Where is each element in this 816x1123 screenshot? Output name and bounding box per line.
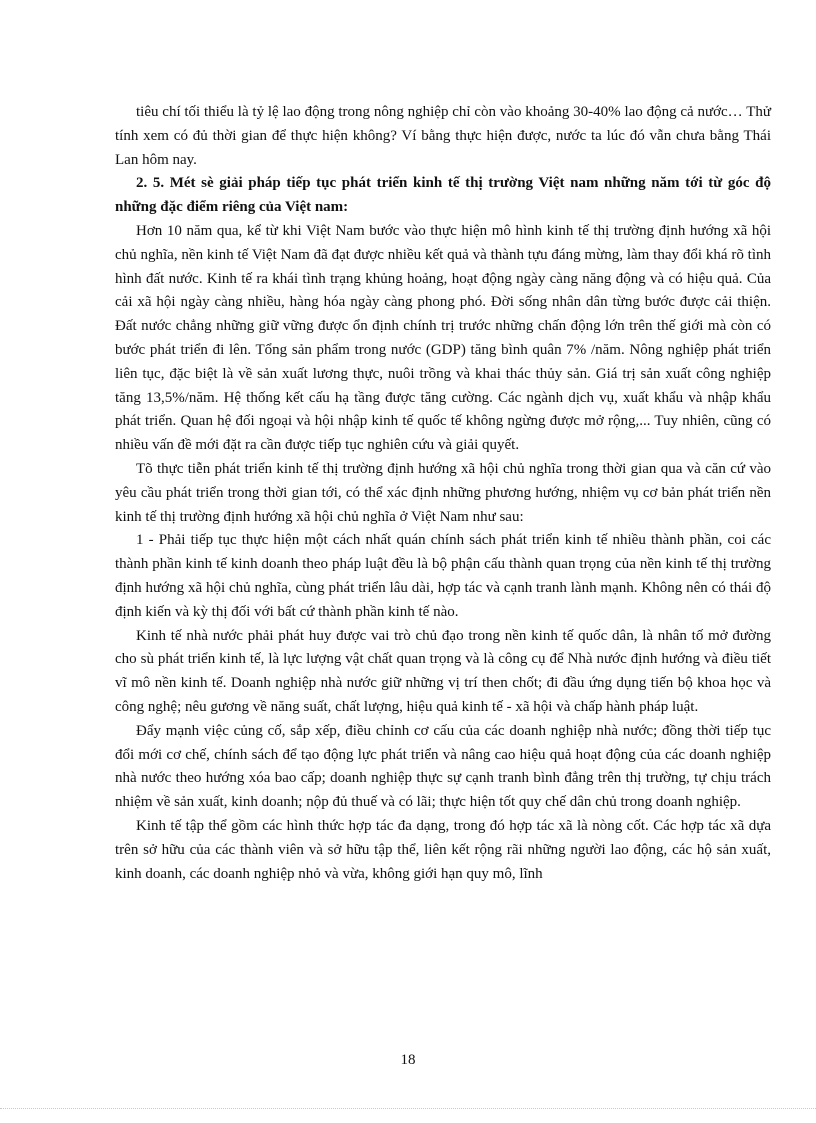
paragraph-achievements: Hơn 10 năm qua, kể từ khi Việt Nam bước vào thực hiện mô hình kinh tế thị trường định hướng xã hội chủ nghĩa, nền kinh tế Việt Nam đã đạt được nhiều kết quả và thành tựu đáng mừng, làm thay đổi khá rõ tình hình đất nước. Kinh tế ra khái tình trạng khủng hoảng, hoạt động ngày càng năng động và có hiệu quả. Của cải xã hội ngày càng nhiều, hàng hóa ngày càng phong phó. Đời sống nhân dân từng bước được cải thiện. Đất nước chẳng những giữ vững được ổn định chính trị trước những chấn động lớn trên thế giới mà còn có bước phát triển đi lên. Tổng sản phẩm trong nước (GDP) tăng bình quân 7% /năm. Nông nghiệp phát triển liên tục, đặc biệt là về sản xuất lương thực, nuôi trồng và khai thác thủy sản. Giá trị sản xuất công nghiệp tăng 13,5%/năm. Hệ thống kết cấu hạ tầng được tăng cường. Các ngành dịch vụ, xuất khẩu và nhập khẩu phát triển. Quan hệ đối ngoại và hội nhập kinh tế quốc tế không ngừng được mở rộng,... Tuy nhiên, cũng có nhiều vấn đề mới đặt ra cần được tiếp tục nghiên cứu và giải quyết. (115, 222, 771, 454)
page-body (115, 101, 771, 886)
page-number: 18 (400, 1052, 416, 1068)
paragraph-item-1: 1 - Phải tiếp tục thực hiện một cách nhất quán chính sách phát triển kinh tế nhiều thành phần, coi các thành phần kinh tế kinh doanh theo pháp luật đều là bộ phận cấu thành quan trọng của nền kinh tế thị trường định hướng xã hội chủ nghĩa, cùng phát triển lâu dài, hợp tác và cạnh tranh lành mạnh. Không nên có thái độ định kiến và kỳ thị đối với bất cứ thành phần kinh tế nào. (115, 532, 771, 620)
paragraph-intro-continuation: tiêu chí tối thiểu là tỷ lệ lao động trong nông nghiệp chỉ còn vào khoảng 30-40% lao động cả nước… Thử tính xem có đủ thời gian để thực hiện không? Ví bằng thực hiện được, nước ta lúc đó vẫn chưa bằng Thái Lan hôm nay. (115, 104, 771, 168)
paragraph-collective-economy: Kinh tế tập thể gồm các hình thức hợp tác đa dạng, trong đó hợp tác xã là nòng cốt. Các hợp tác xã dựa trên sở hữu của các thành viên và sở hữu tập thể, liên kết rộng rãi những người lao động, các hộ sản xuất, kinh doanh, các doanh nghiệp nhỏ và vừa, không giới hạn quy mô, lĩnh (115, 817, 771, 882)
paragraph-directions: Tõ thực tiễn phát triển kinh tế thị trường định hướng xã hội chủ nghĩa trong thời gian qua và căn cứ vào yêu cầu phát triển trong thời gian tới, có thể xác định những phương hướng, nhiệm vụ cơ bản phát triển nền kinh tế thị trường định hướng xã hội chủ nghĩa ở Việt Nam như sau: (115, 460, 771, 525)
bottom-divider (0, 1108, 816, 1109)
paragraph-state-economy: Kinh tế nhà nước phải phát huy được vai trò chủ đạo trong nền kinh tế quốc dân, là nhân tố mở đường cho sù phát triển kinh tế, là lực lượng vật chất quan trọng và là công cụ để Nhà nước định hướng và điều tiết vĩ mô nền kinh tế. Doanh nghiệp nhà nước giữ những vị trí then chốt; đi đầu ứng dụng tiến bộ khoa học và công nghệ; nêu gương về năng suất, chất lượng, hiệu quả kinh tế - xã hội và chấp hành pháp luật. (115, 627, 771, 715)
paragraph-enterprise-reform: Đẩy mạnh việc củng cố, sắp xếp, điều chỉnh cơ cấu của các doanh nghiệp nhà nước; đồng thời tiếp tục đổi mới cơ chế, chính sách để tạo động lực phát triển và nâng cao hiệu quả hoạt động của các doanh nghiệp nhà nước theo hướng xóa bao cấp; doanh nghiệp thực sự cạnh tranh bình đẳng trên thị trường, tự chịu trách nhiệm về sản xuất, kinh doanh; nộp đủ thuế và có lãi; thực hiện tốt quy chế dân chủ trong doanh nghiệp. (115, 722, 771, 811)
section-heading: 2. 5. Mét sè giải pháp tiếp tục phát triển kinh tế thị trường Việt nam những năm tới từ góc độ những đặc điểm riêng của Việt nam: (115, 175, 771, 216)
